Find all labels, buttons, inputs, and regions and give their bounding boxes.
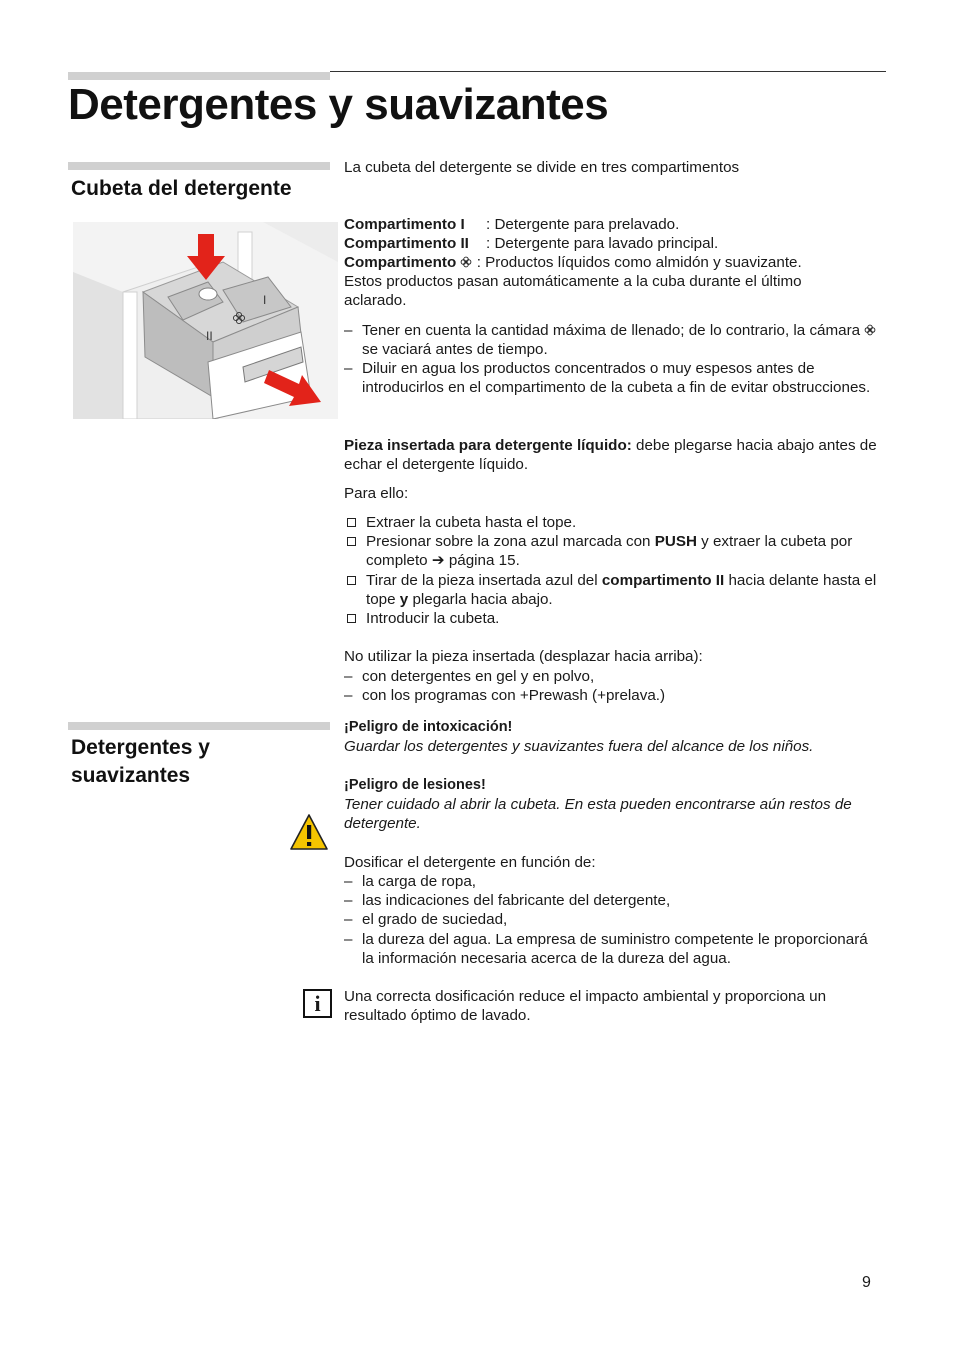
step-text: Presionar sobre la zona azul marcada con — [366, 533, 651, 550]
push-label: PUSH — [654, 533, 697, 550]
step-text: plegarla hacia abajo. — [412, 591, 553, 608]
dash-bullet: – — [344, 911, 353, 928]
dosing-intro: Dosificar el detergente en función de: — [344, 854, 596, 871]
dosing-item-1: la carga de ropa, — [362, 873, 476, 890]
dash-item-text: se vaciará antes de tiempo. — [362, 341, 548, 358]
title-rule-grey — [68, 72, 330, 80]
section2-heading-line2: suavizantes — [71, 764, 191, 787]
softener-flower-icon — [460, 256, 472, 268]
compartment-row-1 — [344, 215, 889, 234]
compartment-note: Estos productos pasan automáticamente a la cuba durante el último aclarado. — [344, 273, 802, 309]
step-bold: compartimento II — [601, 572, 725, 589]
no-use-item-1: con detergentes en gel y en polvo, — [362, 668, 595, 685]
dash-bullet: – — [344, 322, 353, 339]
dosing-item-3: el grado de suciedad, — [362, 911, 508, 928]
checkbox-icon — [347, 576, 356, 585]
para-ello: Para ello: — [344, 485, 409, 502]
info-icon-letter: i — [314, 991, 321, 1016]
checkbox-icon — [347, 537, 356, 546]
no-use-intro: No utilizar la pieza insertada (desplazar hacia arriba): — [344, 648, 703, 665]
page-title: Detergentes y suavizantes — [68, 80, 609, 129]
step-3 — [366, 571, 886, 609]
arrow-right-icon: ➔ — [431, 552, 445, 569]
compartment-label: Compartimento — [344, 254, 457, 271]
step-2 — [366, 532, 886, 570]
warning2-text: Tener cuidado al abrir la cubeta. En esta pueden encontrarse aún restos de detergente. — [344, 796, 852, 832]
insert-text: debe plegarse hacia abajo antes de echar el detergente líquido. — [344, 437, 877, 473]
compartment-desc: : Productos líquidos como almidón y suavizante. — [476, 254, 802, 271]
detergent-drawer-illustration — [73, 222, 338, 419]
section2-rule — [68, 722, 330, 730]
title-rule-line — [330, 71, 886, 72]
info-text: Una correcta dosificación reduce el impacto ambiental y proporciona un resultado óptimo de lavado. — [344, 988, 827, 1024]
info-icon — [303, 989, 332, 1018]
insert-label: Pieza insertada para detergente líquido: — [344, 437, 632, 454]
section2-heading — [71, 734, 210, 790]
dash-bullet: – — [344, 360, 353, 377]
dash-item-2: Diluir en agua los productos concentrados o muy espesos antes de introducirlos en el compartimento de la cubeta a fin de evitar obstrucciones. — [362, 360, 871, 396]
dash-bullet: – — [344, 668, 353, 685]
step-text: hacia delante hasta el tope — [366, 572, 877, 608]
compartment-label-II: II — [206, 329, 213, 343]
no-use-item-2: con los programas con +Prewash (+prelava.) — [362, 687, 666, 704]
step-4: Introducir la cubeta. — [366, 610, 500, 627]
insert-paragraph — [344, 436, 889, 474]
compartment-row-2 — [344, 234, 889, 253]
compartment-label: Compartimento II — [344, 235, 469, 252]
compartment-label: Compartimento I — [344, 216, 465, 233]
step-bold: y — [399, 591, 409, 608]
section1-intro: La cubeta del detergente se divide en tres compartimentos — [344, 159, 740, 176]
dash-item-1 — [362, 321, 882, 359]
dosing-item-4: la dureza del agua. La empresa de suministro competente le proporcionará la información necesaria acerca de la dureza del agua. — [362, 931, 868, 967]
section1-rule — [68, 162, 330, 170]
section1-heading: Cubeta del detergente — [71, 177, 292, 200]
dosing-item-2: las indicaciones del fabricante del detergente, — [362, 892, 671, 909]
warning-triangle-icon — [289, 813, 329, 851]
checkbox-icon — [347, 518, 356, 527]
compartment-desc: : Detergente para prelavado. — [486, 216, 680, 233]
compartment-row-3 — [344, 253, 889, 272]
warning2-title: ¡Peligro de lesiones! — [344, 777, 486, 793]
checkbox-icon — [347, 614, 356, 623]
dash-bullet: – — [344, 687, 353, 704]
compartment-list — [344, 215, 889, 272]
page-reference: página 15. — [448, 552, 520, 569]
compartment-label-I: I — [263, 293, 267, 307]
dash-item-text: Tener en cuenta la cantidad máxima de llenado; de lo contrario, la cámara — [362, 322, 861, 339]
step-text: Tirar de la pieza insertada azul del — [366, 572, 598, 589]
dash-bullet: – — [344, 931, 353, 948]
compartment-desc: : Detergente para lavado principal. — [486, 235, 719, 252]
step-1: Extraer la cubeta hasta el tope. — [366, 514, 577, 531]
warning1-text: Guardar los detergentes y suavizantes fuera del alcance de los niños. — [344, 738, 814, 755]
warning1-title: ¡Peligro de intoxicación! — [344, 719, 513, 735]
dash-bullet: – — [344, 892, 353, 909]
softener-flower-icon — [864, 324, 876, 336]
dash-bullet: – — [344, 873, 353, 890]
section2-heading-line1: Detergentes y — [71, 736, 210, 759]
step-text: y extraer la cubeta por completo — [366, 533, 853, 569]
page-number: 9 — [862, 1274, 871, 1291]
